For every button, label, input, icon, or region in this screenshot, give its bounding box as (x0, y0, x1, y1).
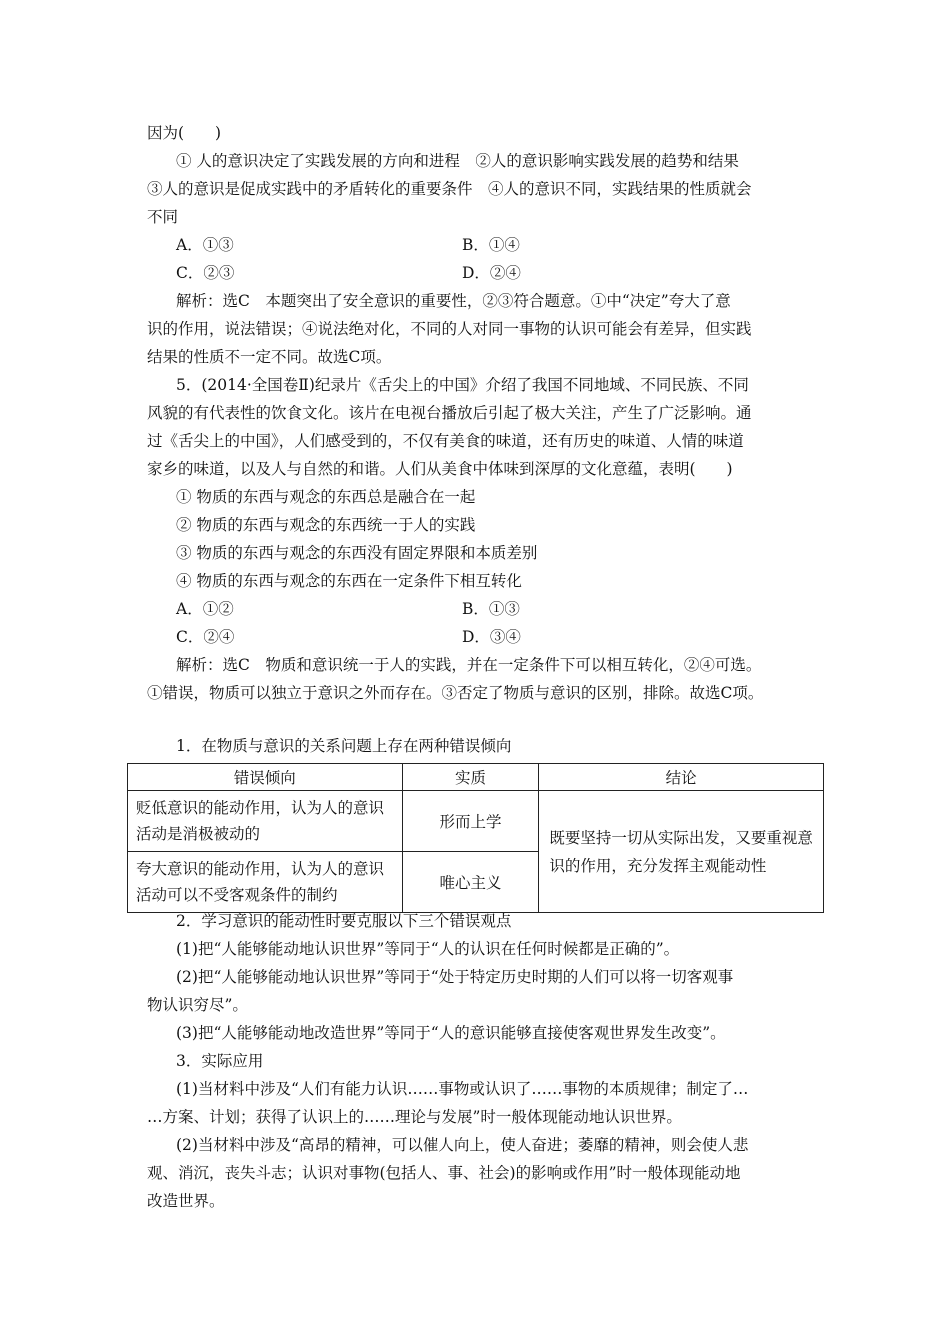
choice-b: B．①④ (462, 236, 520, 254)
option-line: 不同 (147, 208, 179, 226)
section-heading: 1．在物质与意识的关系问题上存在两种错误倾向 (176, 737, 512, 755)
analysis-line: 识的作用，说法错误；④说法绝对化，不同的人对同一事物的认识可能会有差异，但实践 (147, 320, 752, 338)
choice-d: D．②④ (462, 264, 521, 282)
tendency-cell: 贬低意识的能动作用，认为人的意识活动是消极被动的 (128, 791, 403, 852)
question-stem-line: 5．(2014·全国卷Ⅱ)纪录片《舌尖上的中国》介绍了我国不同地域、不同民族、不同 (176, 376, 749, 394)
choice-c: C．②③ (176, 264, 235, 282)
list-item: (3)把“人能够能动地改造世界”等同于“人的意识能够直接使客观世界发生改变”。 (176, 1024, 726, 1042)
choice-a: A．①③ (176, 236, 234, 254)
list-item: 改造世界。 (147, 1192, 225, 1210)
analysis-line: 解析：选C 本题突出了安全意识的重要性，②③符合题意。①中“决定”夸大了意 (176, 292, 731, 310)
statement-option: ④ 物质的东西与观念的东西在一定条件下相互转化 (176, 572, 522, 590)
comparison-table (127, 763, 824, 913)
section-heading: 2．学习意识的能动性时要克服以下三个错误观点 (176, 912, 512, 930)
statement-option: ① 物质的东西与观念的东西总是融合在一起 (176, 488, 476, 506)
choice-d: D．③④ (462, 628, 521, 646)
table-header-cell: 实质 (402, 764, 539, 791)
option-line: ① 人的意识决定了实践发展的方向和进程 ②人的意识影响实践发展的趋势和结果 (176, 152, 739, 170)
list-item: …方案、计划；获得了认识上的……理论与发展”时一般体现能动地认识世界。 (147, 1108, 682, 1126)
table-header-cell: 结论 (539, 764, 824, 791)
analysis-line: ①错误，物质可以独立于意识之外而存在。③否定了物质与意识的区别，排除。故选C项。 (147, 684, 764, 702)
analysis-line: 结果的性质不一定不同。故选C项。 (147, 348, 392, 366)
table-header-cell: 错误倾向 (128, 764, 403, 791)
choice-b: B．①③ (462, 600, 520, 618)
conclusion-cell: 既要坚持一切从实际出发，又要重视意识的作用，充分发挥主观能动性 (539, 791, 824, 913)
section-heading: 3．实际应用 (176, 1052, 264, 1070)
analysis-line: 解析：选C 物质和意识统一于人的实践，并在一定条件下可以相互转化，②④可选。 (176, 656, 762, 674)
statement-option: ② 物质的东西与观念的东西统一于人的实践 (176, 516, 476, 534)
question-stem-line: 家乡的味道，以及人与自然的和谐。人们从美食中体味到深厚的文化意蕴，表明( ) (147, 460, 733, 478)
list-item: 物认识穷尽”。 (147, 996, 248, 1014)
list-item: (2)把“人能够能动地认识世界”等同于“处于特定历史时期的人们可以将一切客观事 (176, 968, 734, 986)
question-stem-line: 过《舌尖上的中国》，人们感受到的，不仅有美食的味道，还有历史的味道、人情的味道 (147, 432, 744, 450)
question-stem-line: 风貌的有代表性的饮食文化。该片在电视台播放后引起了极大关注，产生了广泛影响。通 (147, 404, 752, 422)
list-item: (2)当材料中涉及“高昂的精神，可以催人向上，使人奋进；萎靡的精神，则会使人悲 (176, 1136, 749, 1154)
statement-option: ③ 物质的东西与观念的东西没有固定界限和本质差别 (176, 544, 538, 562)
list-item: (1)当材料中涉及“人们有能力认识……事物或认识了……事物的本质规律；制定了… (176, 1080, 749, 1098)
essence-cell: 形而上学 (402, 791, 539, 852)
essence-cell: 唯心主义 (402, 852, 539, 913)
list-item: (1)把“人能够能动地认识世界”等同于“人的认识在任何时候都是正确的”。 (176, 940, 680, 958)
tendency-cell: 夸大意识的能动作用，认为人的意识活动可以不受客观条件的制约 (128, 852, 403, 913)
list-item: 观、消沉，丧失斗志；认识对事物(包括人、事、社会)的影响或作用”时一般体现能动地 (147, 1164, 741, 1182)
choice-a: A．①② (176, 600, 234, 618)
table-row (128, 791, 824, 852)
question-stem-tail: 因为( ) (147, 124, 222, 142)
choice-c: C．②④ (176, 628, 235, 646)
table-header-row (128, 764, 824, 791)
option-line: ③人的意识是促成实践中的矛盾转化的重要条件 ④人的意识不同，实践结果的性质就会 (147, 180, 752, 198)
